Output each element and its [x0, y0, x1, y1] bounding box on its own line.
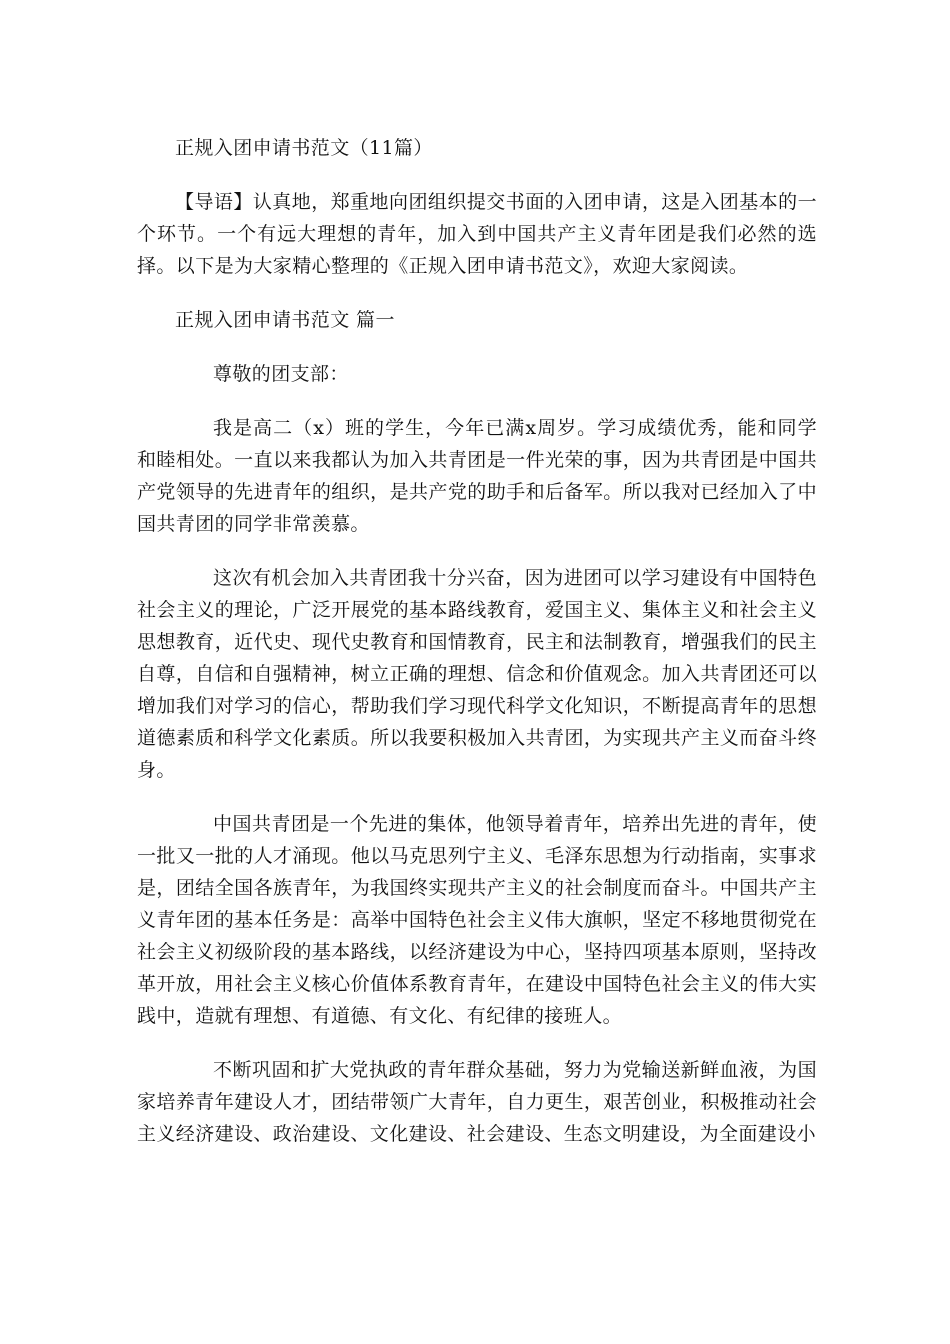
letter-greeting: 尊敬的团支部： — [213, 363, 349, 385]
body-paragraph-1: 我是高二（x）班的学生，今年已满x周岁。学习成绩优秀，能和同学和睦相处。一直以来我都认为加入共青团是一件光荣的事，因为共青团是中国共产党领导的先进青年的组织，是共产党的助手和后备军。所以我对已经加入了中国共青团的同学非常羡慕。 — [137, 417, 817, 535]
section-heading: 正规入团申请书范文 篇一 — [175, 309, 395, 331]
body-paragraph-2: 这次有机会加入共青团我十分兴奋，因为进团可以学习建设有中国特色社会主义的理论，广泛开展党的基本路线教育，爱国主义、集体主义和社会主义思想教育，近代史、现代史教育和国情教育，民主和法制教育，增强我们的民主自尊，自信和自强精神，树立正确的理想、信念和价值观念。加入共青团还可以增加我们对学习的信心，帮助我们学习现代科学文化知识，不断提高青年的思想道德素质和科学文化素质。所以我要积极加入共青团，为实现共产主义而奋斗终身。 — [137, 567, 817, 781]
body-paragraph-4: 不断巩固和扩大党执政的青年群众基础，努力为党输送新鲜血液，为国家培养青年建设人才，团结带领广大青年，自力更生，艰苦创业，积极推动社会主义经济建设、政治建设、文化建设、社会建设、生态文明建设，为全面建设小 — [137, 1059, 817, 1145]
body-paragraph-3: 中国共青团是一个先进的集体，他领导着青年，培养出先进的青年，使一批又一批的人才涌现。他以马克思列宁主义、毛泽东思想为行动指南，实事求是，团结全国各族青年，为我国终实现共产主义的社会制度而奋斗。中国共产主义青年团的基本任务是：高举中国特色社会主义伟大旗帜，坚定不移地贯彻党在社会主义初级阶段的基本路线，以经济建设为中心，坚持四项基本原则，坚持改革开放，用社会主义核心价值体系教育青年，在建设中国特色社会主义的伟大实践中，造就有理想、有道德、有文化、有纪律的接班人。 — [137, 813, 817, 1027]
document-body — [137, 132, 817, 1172]
lead-paragraph: 【导语】认真地，郑重地向团组织提交书面的入团申请，这是入团基本的一个环节。一个有远大理想的青年，加入到中国共产主义青年团是我们必然的选择。以下是为大家精心整理的《正规入团申请书范文》，欢迎大家阅读。 — [137, 191, 817, 277]
document-title: 正规入团申请书范文（11篇） — [175, 137, 433, 159]
